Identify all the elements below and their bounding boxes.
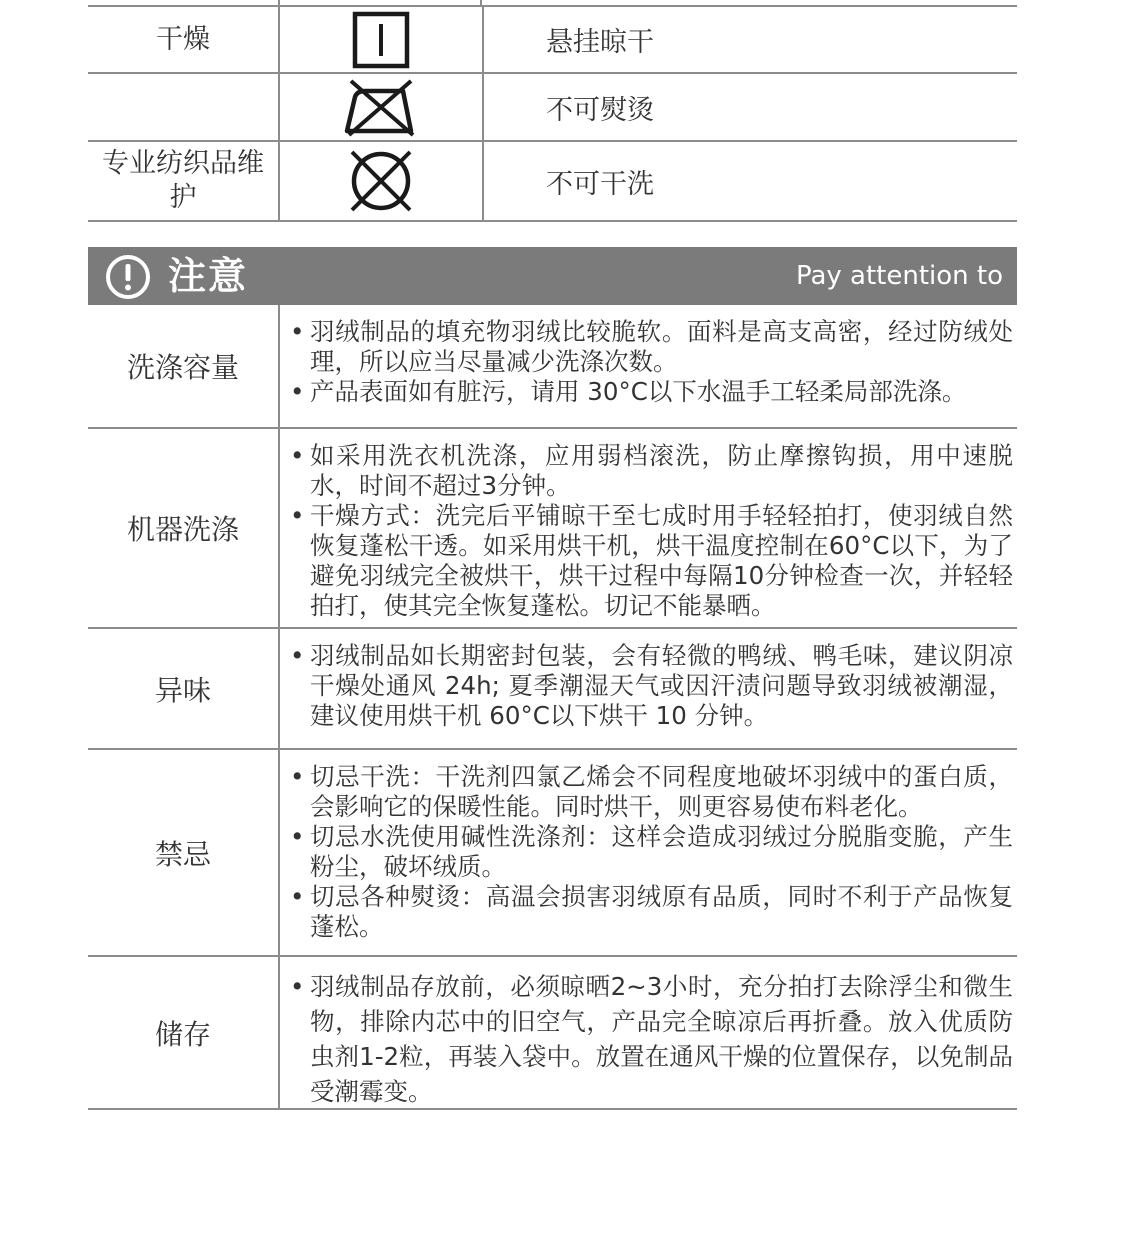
care-symbol-cell	[278, 142, 484, 220]
care-symbol-cell	[278, 7, 484, 72]
note-row-storage	[88, 957, 1017, 1110]
note-label: 机器洗涤	[126, 513, 239, 546]
care-category	[88, 74, 278, 140]
note-item: • 切忌干洗：干洗剂四氯乙烯会不同程度地破坏羽绒中的蛋白质，会影响它的保暖性能。同时烘干，则更容易使布料老化。	[288, 762, 1013, 822]
note-row-taboo	[88, 750, 1017, 957]
note-item: • 切忌水洗使用碱性洗涤剂：这样会造成羽绒过分脱脂变脆，产生粉尘，破坏绒质。	[288, 822, 1013, 882]
note-row-odor	[88, 629, 1017, 750]
note-item: • 产品表面如有脏污，请用 30°C以下水温手工轻柔局部洗涤。	[288, 377, 1013, 407]
note-label: 洗涤容量	[126, 351, 239, 384]
note-item: • 干燥方式：洗完后平铺晾干至七成时用手轻轻拍打，使羽绒自然恢复蓬松干透。如采用烘干机，烘干温度控制在60°C以下，为了避免羽绒完全被烘干，烘干过程中每隔10分钟检查一次，并轻轻拍打，使其完全恢复蓬松。切记不能暴晒。	[288, 501, 1013, 621]
table-top-border	[88, 0, 1017, 7]
care-category: 干燥	[156, 23, 210, 55]
note-item: • 羽绒制品如长期密封包装，会有轻微的鸭绒、鸭毛味，建议阴凉干燥处通风 24h; 夏季潮湿天气或因汗渍问题导致羽绒被潮湿，建议使用烘干机 60°C以下烘干 10 分钟。	[288, 641, 1013, 731]
no-iron-icon	[341, 77, 421, 137]
note-item: • 羽绒制品的填充物羽绒比较脆软。面料是高支高密，经过防绒处理，所以应当尽量减少洗涤次数。	[288, 317, 1013, 377]
care-description: 不可熨烫	[546, 94, 654, 126]
care-row-dry	[88, 7, 1017, 74]
note-label: 异味	[154, 673, 211, 707]
care-category: 专业纺织品维护	[102, 148, 264, 213]
note-item: • 切忌各种熨烫：高温会损害羽绒原有品质，同时不利于产品恢复蓬松。	[288, 882, 1013, 942]
note-content	[278, 957, 1017, 1108]
attention-banner	[88, 247, 1017, 305]
care-row-iron	[88, 74, 1017, 142]
care-row-dryclean	[88, 142, 1017, 222]
note-item: • 如采用洗衣机洗涤，应用弱档滚洗，防止摩擦钩损，用中速脱水，时间不超过3分钟。	[288, 441, 1013, 501]
note-row-wash-capacity	[88, 305, 1017, 429]
care-description: 不可干洗	[546, 168, 654, 200]
note-item: • 羽绒制品存放前，必须晾晒2~3小时，充分拍打去除浮尘和微生物，排除内芯中的旧空气，产品完全晾凉后再折叠。放入优质防虫剂1-2粒，再装入袋中。放置在通风干燥的位置保存，以免制品受潮霉变。	[288, 969, 1013, 1109]
exclamation-circle-icon	[104, 253, 152, 301]
care-symbol-cell	[278, 74, 484, 140]
banner-title: 注意	[168, 254, 249, 298]
note-row-machine-wash	[88, 429, 1017, 629]
note-content	[278, 750, 1017, 955]
note-label: 储存	[154, 1017, 211, 1051]
note-content	[278, 305, 1017, 427]
care-description: 悬挂晾干	[546, 27, 654, 58]
note-label: 禁忌	[154, 837, 211, 871]
no-dry-clean-icon	[346, 148, 416, 214]
note-content	[278, 429, 1017, 627]
banner-subtitle: Pay attention to	[795, 261, 1003, 291]
line-dry-icon	[352, 11, 410, 69]
note-content	[278, 629, 1017, 748]
